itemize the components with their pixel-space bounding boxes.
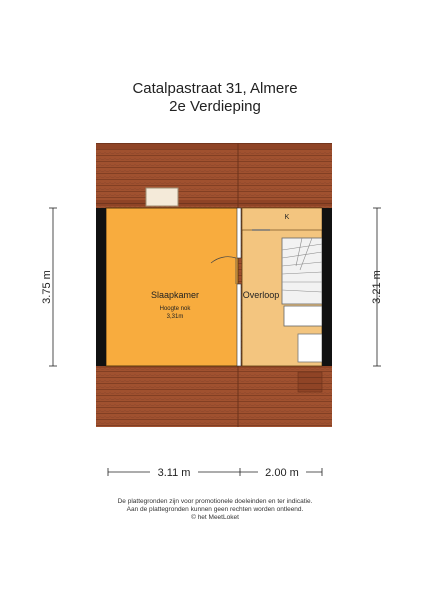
landing-name: Overloop [242,290,280,300]
right-knee-wall [322,208,332,366]
plan-floor-title: 2e Verdieping [169,98,261,115]
copyright-line: © het MeetLoket [191,514,239,521]
staircase [282,238,322,304]
roof-ridge-middle [96,200,332,206]
storage-block [298,334,322,362]
stair-landing-block [284,306,322,326]
bottom-left-dimension-label: 3.11 m [157,467,191,479]
bottom-right-dimension-label: 2.00 m [265,467,299,479]
roof-ridge-top [96,143,332,149]
skylight-window [146,188,178,206]
plan-address-title: Catalpastraat 31, Almere [132,80,298,97]
disclaimer-line-1: De plattegronden zijn voor promotionele doeleinden en ter indicatie. [117,498,313,505]
interior-wall [237,208,241,258]
interior-wall-lower [237,284,241,366]
closet-area [242,208,322,230]
landing-skylight [298,372,322,392]
right-dimension-label: 3.21 m [371,270,383,304]
left-knee-wall [96,208,106,366]
bedroom-note-label: Hoogte nok [159,306,191,312]
bedroom-note-value: 3,31m [166,314,184,320]
disclaimer-line-2: Aan de plattegronden kunnen geen rechten worden ontleend. [126,506,304,513]
bedroom-area [106,208,238,366]
bedroom-name: Slaapkamer [150,290,200,300]
left-dimension-label: 3.75 m [41,270,53,304]
closet-label: K [284,214,290,221]
